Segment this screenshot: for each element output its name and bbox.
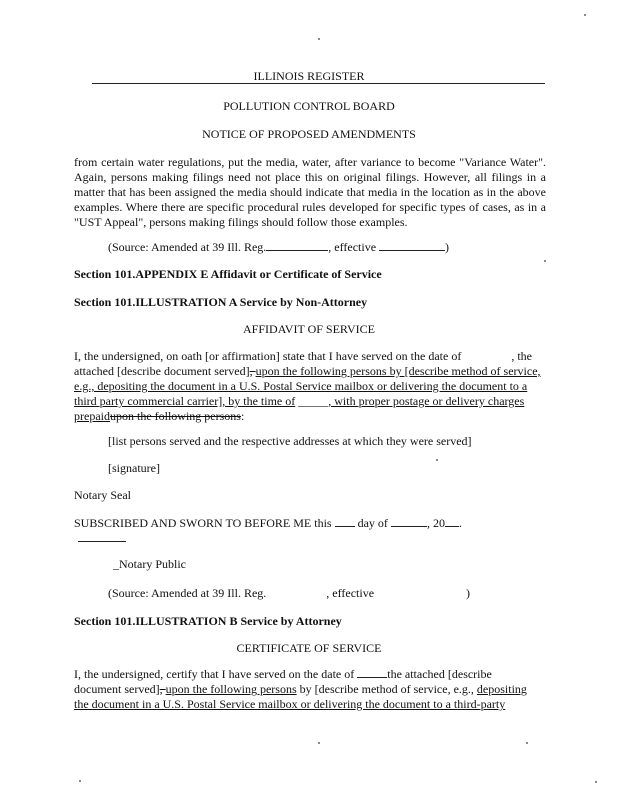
day-blank: [335, 516, 355, 527]
affidavit-blank: _____: [298, 394, 329, 408]
certificate-line-1: [74, 667, 492, 682]
affidavit-text: , the: [511, 349, 532, 363]
scan-speck: [318, 38, 320, 40]
source-date-blank: [379, 240, 445, 251]
affidavit-text: I, the undersigned, on oath [or affirmation] state that I have served on the date of: [74, 349, 462, 363]
list-persons: [list persons served and the respective addresses at which they were served]: [108, 434, 472, 448]
register-title: ILLINOIS REGISTER: [253, 69, 365, 83]
source-line-1: [108, 240, 449, 255]
source-reg-blank: [266, 240, 328, 251]
source-prefix: (Source: Amended at 39 Ill. Reg.: [108, 240, 267, 254]
source-middle: , effective: [326, 586, 375, 600]
certificate-text: the attached [describe: [387, 667, 492, 681]
month-blank: [391, 516, 427, 527]
appendix-e-heading: Section 101.APPENDIX E Affidavit or Certificate of Service: [74, 267, 382, 281]
illustration-b-heading: Section 101.ILLUSTRATION B Service by Attorney: [74, 614, 342, 628]
affidavit-text: attached [describe document served]: [74, 364, 250, 378]
illustration-a-heading: Section 101.ILLUSTRATION A Service by Non-Attorney: [74, 295, 368, 309]
affidavit-title: AFFIDAVIT OF SERVICE: [243, 322, 375, 336]
subscribed-day: day of: [357, 516, 388, 530]
year-blank: [445, 516, 459, 527]
source-line-2: [108, 586, 470, 601]
scan-speck: [436, 459, 438, 461]
affidavit-line-1: [74, 349, 532, 364]
scan-speck: [526, 742, 528, 744]
certificate-title: CERTIFICATE OF SERVICE: [236, 641, 382, 655]
notary-public: _Notary Public: [113, 557, 186, 571]
scan-speck: [79, 780, 81, 782]
certificate-line-2: [74, 682, 527, 697]
intro-paragraph: from certain water regulations, put the media, water, after variance to become "Variance Water". Again, persons making filings need not place this on original filings. However, all filings in a matter that has been assigned the media should indicate that media in the location as in the above examples. Where there are specific procedural rules developed for specific types of cases, as in a "UST Appeal", persons making filings should follow those examples.: [74, 155, 546, 229]
scan-speck: [595, 781, 597, 783]
affidavit-underlined: , with proper postage or delivery charges: [328, 394, 525, 408]
certificate-struck: ,: [159, 682, 166, 696]
affidavit-underlined: prepaid: [74, 409, 110, 423]
subscribed-line: [74, 516, 462, 531]
subscribed-end: .: [458, 516, 462, 530]
affidavit-line-5: [74, 409, 244, 424]
affidavit-struck: ,: [249, 364, 256, 378]
affidavit-line-2: [74, 364, 541, 379]
affidavit-underlined: upon the following persons by [describe method of service,: [255, 364, 541, 378]
affidavit-text: :: [240, 409, 245, 423]
source-suffix: ): [466, 586, 471, 600]
affidavit-line-3: e.g., depositing the document in a U.S. Postal Service mailbox or delivering the document to a: [74, 379, 528, 393]
scan-speck: [544, 260, 546, 262]
notice-title: NOTICE OF PROPOSED AMENDMENTS: [202, 127, 416, 141]
notary-signature-line: [78, 541, 126, 542]
affidavit-underlined: third party commercial carrier], by the time of: [74, 394, 296, 408]
notary-seal: Notary Seal: [74, 488, 131, 502]
affidavit-struck: upon the following persons: [109, 409, 241, 423]
certificate-text: document served]: [74, 682, 160, 696]
source-middle: , effective: [328, 240, 377, 254]
subscribed-text: SUBSCRIBED AND SWORN TO BEFORE ME this: [74, 516, 332, 530]
source-prefix: (Source: Amended at 39 Ill. Reg.: [108, 586, 267, 600]
scan-speck: [318, 742, 320, 744]
certificate-underlined: depositing: [476, 682, 527, 696]
certificate-date-blank: [357, 667, 387, 678]
board-title: POLLUTION CONTROL BOARD: [223, 99, 395, 113]
header-rule: [92, 83, 545, 84]
subscribed-year: , 20: [426, 516, 445, 530]
scan-speck: [584, 14, 586, 16]
certificate-underlined: upon the following persons: [165, 682, 297, 696]
signature: [signature]: [108, 461, 160, 475]
source-suffix: ): [445, 240, 450, 254]
certificate-text: by [describe method of service, e.g.,: [296, 682, 477, 696]
certificate-line-3: the document in a U.S. Postal Service mailbox or delivering the document to a third-party: [74, 697, 506, 711]
certificate-text: I, the undersigned, certify that I have served on the date of: [74, 667, 355, 681]
affidavit-line-4: [74, 394, 524, 409]
